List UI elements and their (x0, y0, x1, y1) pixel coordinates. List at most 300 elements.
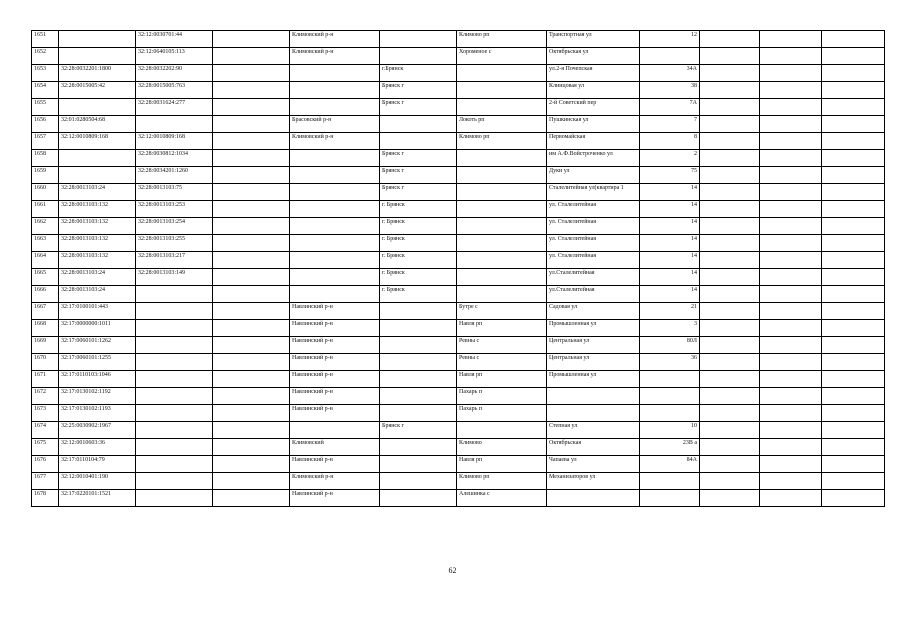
district-cell (290, 184, 380, 201)
empty-cell (700, 354, 760, 371)
table-row (32, 320, 885, 337)
empty-cell (213, 65, 290, 82)
settlement-cell: Хороменое с (457, 48, 547, 65)
street-cell: Транспортная ул (547, 31, 640, 48)
settlement-cell: Навля рп (457, 320, 547, 337)
empty-cell (700, 65, 760, 82)
empty-cell (760, 405, 822, 422)
empty-cell (700, 303, 760, 320)
empty-cell (822, 320, 885, 337)
empty-cell (213, 31, 290, 48)
empty-cell (700, 48, 760, 65)
house-number-cell: 14 (640, 252, 700, 269)
cadastral-number-2-cell: 32:28:0013103:253 (136, 201, 213, 218)
row-number-cell: 1668 (32, 320, 59, 337)
street-cell: ул.2-я Почепская (547, 65, 640, 82)
empty-cell (822, 286, 885, 303)
city-cell: г. Брянск (380, 218, 457, 235)
district-cell (290, 82, 380, 99)
house-number-cell: 7 (640, 116, 700, 133)
cadastral-number-2-cell: 32:28:0013103:254 (136, 218, 213, 235)
city-cell (380, 456, 457, 473)
city-cell (380, 405, 457, 422)
city-cell: г. Брянск (380, 252, 457, 269)
district-cell: Климовский р-н (290, 48, 380, 65)
settlement-cell (457, 184, 547, 201)
cadastral-number-cell: 32:12:0010603:36 (59, 439, 136, 456)
cadastral-number-cell (59, 150, 136, 167)
empty-cell (822, 422, 885, 439)
house-number-cell: 14 (640, 201, 700, 218)
empty-cell (760, 252, 822, 269)
district-cell (290, 286, 380, 303)
settlement-cell (457, 201, 547, 218)
district-cell: Навлинский р-н (290, 337, 380, 354)
cadastral-number-2-cell (136, 422, 213, 439)
cadastral-number-2-cell (136, 439, 213, 456)
empty-cell (213, 286, 290, 303)
cadastral-number-cell: 32:17:0220101:1521 (59, 490, 136, 507)
empty-cell (700, 218, 760, 235)
settlement-cell: Климово рп (457, 473, 547, 490)
house-number-cell (640, 473, 700, 490)
district-cell (290, 150, 380, 167)
table-row (32, 439, 885, 456)
cadastral-number-cell (59, 167, 136, 184)
cadastral-number-2-cell (136, 490, 213, 507)
empty-cell (822, 371, 885, 388)
row-number-cell: 1671 (32, 371, 59, 388)
empty-cell (822, 439, 885, 456)
city-cell: г. Брянск (380, 286, 457, 303)
empty-cell (213, 99, 290, 116)
table-row (32, 99, 885, 116)
empty-cell (700, 150, 760, 167)
empty-cell (822, 490, 885, 507)
row-number-cell: 1662 (32, 218, 59, 235)
city-cell: г.Брянск (380, 65, 457, 82)
cadastral-number-2-cell (136, 405, 213, 422)
empty-cell (760, 456, 822, 473)
district-cell (290, 65, 380, 82)
row-number-cell: 1678 (32, 490, 59, 507)
cadastral-number-cell: 32:28:0013103:24 (59, 269, 136, 286)
row-number-cell: 1657 (32, 133, 59, 150)
row-number-cell: 1673 (32, 405, 59, 422)
settlement-cell (457, 99, 547, 116)
district-cell: Навлинский р-н (290, 490, 380, 507)
cadastral-number-cell: 32:17:0130102:1193 (59, 405, 136, 422)
empty-cell (760, 286, 822, 303)
empty-cell (700, 116, 760, 133)
registry-table (31, 30, 885, 507)
district-cell: Навлинский р-н (290, 388, 380, 405)
empty-cell (700, 405, 760, 422)
empty-cell (822, 184, 885, 201)
settlement-cell: Бутре с (457, 303, 547, 320)
empty-cell (700, 456, 760, 473)
street-cell: Сталелитейная ул(квартира 1 (547, 184, 640, 201)
cadastral-number-2-cell: 32:28:0032202:90 (136, 65, 213, 82)
empty-cell (760, 439, 822, 456)
cadastral-number-2-cell (136, 286, 213, 303)
empty-cell (700, 388, 760, 405)
street-cell: Чапаева ул (547, 456, 640, 473)
district-cell: Климовский р-н (290, 31, 380, 48)
house-number-cell: 2 (640, 150, 700, 167)
empty-cell (700, 473, 760, 490)
empty-cell (822, 218, 885, 235)
table-row (32, 456, 885, 473)
empty-cell (213, 303, 290, 320)
empty-cell (700, 99, 760, 116)
cadastral-number-cell: 32:17:0000000:1011 (59, 320, 136, 337)
settlement-cell: Пахарь п (457, 388, 547, 405)
house-number-cell: 7А (640, 99, 700, 116)
cadastral-number-cell: 32:12:0010401:190 (59, 473, 136, 490)
empty-cell (213, 371, 290, 388)
district-cell (290, 167, 380, 184)
empty-cell (213, 405, 290, 422)
empty-cell (700, 184, 760, 201)
empty-cell (213, 167, 290, 184)
house-number-cell: 14 (640, 235, 700, 252)
table-row (32, 473, 885, 490)
table-row (32, 65, 885, 82)
street-cell: Степная ул (547, 422, 640, 439)
row-number-cell: 1656 (32, 116, 59, 133)
street-cell (547, 490, 640, 507)
house-number-cell: 10 (640, 422, 700, 439)
street-cell: Пушкинская ул (547, 116, 640, 133)
row-number-cell: 1665 (32, 269, 59, 286)
cadastral-number-2-cell: 32:12:0030701:44 (136, 31, 213, 48)
city-cell: Брянск г (380, 99, 457, 116)
empty-cell (213, 150, 290, 167)
district-cell: Климовский (290, 439, 380, 456)
district-cell (290, 422, 380, 439)
row-number-cell: 1667 (32, 303, 59, 320)
empty-cell (213, 218, 290, 235)
cadastral-number-cell: 32:28:0013103:24 (59, 184, 136, 201)
street-cell: Дуки ул (547, 167, 640, 184)
empty-cell (760, 99, 822, 116)
page-number: 62 (448, 566, 457, 575)
empty-cell (213, 201, 290, 218)
district-cell: Навлинский р-н (290, 456, 380, 473)
empty-cell (822, 167, 885, 184)
street-cell: ул.Сталелитейная (547, 286, 640, 303)
city-cell (380, 48, 457, 65)
settlement-cell: Ревны с (457, 337, 547, 354)
house-number-cell (640, 371, 700, 388)
empty-cell (700, 82, 760, 99)
empty-cell (822, 337, 885, 354)
empty-cell (700, 490, 760, 507)
empty-cell (760, 31, 822, 48)
settlement-cell (457, 150, 547, 167)
row-number-cell: 1659 (32, 167, 59, 184)
cadastral-number-cell: 32:28:0032201:1800 (59, 65, 136, 82)
cadastral-number-2-cell: 32:28:0013103:217 (136, 252, 213, 269)
district-cell (290, 269, 380, 286)
cadastral-number-2-cell: 32:28:0013103:255 (136, 235, 213, 252)
empty-cell (213, 184, 290, 201)
empty-cell (760, 303, 822, 320)
empty-cell (822, 235, 885, 252)
street-cell: Октябрьская (547, 439, 640, 456)
empty-cell (700, 133, 760, 150)
empty-cell (760, 490, 822, 507)
cadastral-number-2-cell (136, 456, 213, 473)
empty-cell (760, 422, 822, 439)
cadastral-number-2-cell: 32:28:0031624:277 (136, 99, 213, 116)
street-cell: ул. Сталелитейная (547, 235, 640, 252)
settlement-cell (457, 252, 547, 269)
district-cell: Навлинский р-н (290, 371, 380, 388)
empty-cell (213, 456, 290, 473)
cadastral-number-cell: 32:28:0015005:42 (59, 82, 136, 99)
settlement-cell (457, 65, 547, 82)
house-number-cell: 14 (640, 218, 700, 235)
cadastral-number-2-cell: 32:28:0015005:763 (136, 82, 213, 99)
cadastral-number-2-cell (136, 371, 213, 388)
city-cell (380, 473, 457, 490)
settlement-cell: Навля рп (457, 371, 547, 388)
row-number-cell: 1674 (32, 422, 59, 439)
settlement-cell (457, 82, 547, 99)
cadastral-number-cell: 32:25:0030902:1967 (59, 422, 136, 439)
cadastral-number-2-cell (136, 303, 213, 320)
street-cell: Центральная ул (547, 354, 640, 371)
city-cell: Брянск г (380, 184, 457, 201)
settlement-cell (457, 286, 547, 303)
empty-cell (700, 201, 760, 218)
empty-cell (213, 235, 290, 252)
row-number-cell: 1651 (32, 31, 59, 48)
district-cell: Навлинский р-н (290, 354, 380, 371)
table-row (32, 286, 885, 303)
empty-cell (822, 31, 885, 48)
empty-cell (700, 269, 760, 286)
city-cell (380, 337, 457, 354)
cadastral-number-2-cell (136, 320, 213, 337)
street-cell: Садовая ул (547, 303, 640, 320)
empty-cell (213, 439, 290, 456)
settlement-cell: Локоть рп (457, 116, 547, 133)
row-number-cell: 1653 (32, 65, 59, 82)
district-cell: Брасовский р-н (290, 116, 380, 133)
empty-cell (760, 269, 822, 286)
table-row (32, 303, 885, 320)
empty-cell (213, 48, 290, 65)
cadastral-number-cell: 32:17:0060101:1255 (59, 354, 136, 371)
cadastral-number-cell: 32:01:0280504:68 (59, 116, 136, 133)
cadastral-number-cell: 32:17:0060101:1262 (59, 337, 136, 354)
row-number-cell: 1670 (32, 354, 59, 371)
settlement-cell (457, 422, 547, 439)
empty-cell (213, 133, 290, 150)
settlement-cell: Климово (457, 439, 547, 456)
settlement-cell: Пахарь п (457, 405, 547, 422)
house-number-cell: 75 (640, 167, 700, 184)
city-cell (380, 371, 457, 388)
empty-cell (700, 167, 760, 184)
city-cell (380, 31, 457, 48)
cadastral-number-2-cell: 32:28:0013103:149 (136, 269, 213, 286)
empty-cell (822, 405, 885, 422)
empty-cell (822, 388, 885, 405)
street-cell: 2-й Советский пер (547, 99, 640, 116)
settlement-cell: Климово рп (457, 133, 547, 150)
cadastral-number-cell: 32:28:0013103:132 (59, 252, 136, 269)
cadastral-number-cell: 32:17:0110103:1046 (59, 371, 136, 388)
row-number-cell: 1669 (32, 337, 59, 354)
city-cell: г. Брянск (380, 235, 457, 252)
empty-cell (760, 388, 822, 405)
settlement-cell: Навля рп (457, 456, 547, 473)
empty-cell (213, 82, 290, 99)
cadastral-number-cell: 32:28:0013103:132 (59, 218, 136, 235)
empty-cell (822, 303, 885, 320)
table-row (32, 235, 885, 252)
empty-cell (760, 218, 822, 235)
house-number-cell: 14 (640, 286, 700, 303)
empty-cell (760, 337, 822, 354)
row-number-cell: 1660 (32, 184, 59, 201)
empty-cell (760, 201, 822, 218)
city-cell: Брянск г (380, 167, 457, 184)
empty-cell (760, 150, 822, 167)
row-number-cell: 1672 (32, 388, 59, 405)
row-number-cell: 1664 (32, 252, 59, 269)
city-cell: г. Брянск (380, 269, 457, 286)
cadastral-number-cell: 32:12:0010809:168 (59, 133, 136, 150)
city-cell (380, 490, 457, 507)
city-cell (380, 388, 457, 405)
empty-cell (822, 116, 885, 133)
empty-cell (760, 473, 822, 490)
cadastral-number-2-cell (136, 337, 213, 354)
street-cell: ул. Сталелитейная (547, 252, 640, 269)
district-cell: Климовский р-н (290, 473, 380, 490)
table-row (32, 218, 885, 235)
empty-cell (213, 337, 290, 354)
district-cell (290, 252, 380, 269)
empty-cell (213, 490, 290, 507)
empty-cell (700, 371, 760, 388)
settlement-cell: Ревны с (457, 354, 547, 371)
table-row (32, 269, 885, 286)
empty-cell (760, 320, 822, 337)
district-cell: Навлинский р-н (290, 303, 380, 320)
table-row (32, 252, 885, 269)
settlement-cell: Алешинка с (457, 490, 547, 507)
empty-cell (822, 99, 885, 116)
district-cell (290, 218, 380, 235)
cadastral-number-2-cell (136, 354, 213, 371)
cadastral-number-cell: 32:28:0013103:132 (59, 235, 136, 252)
table-body (32, 31, 885, 507)
cadastral-number-cell: 32:28:0013103:132 (59, 201, 136, 218)
house-number-cell (640, 405, 700, 422)
table-row (32, 201, 885, 218)
table-row (32, 48, 885, 65)
house-number-cell (640, 388, 700, 405)
house-number-cell: 34А (640, 65, 700, 82)
street-cell: им А.Ф.Войстроченко ул (547, 150, 640, 167)
empty-cell (760, 48, 822, 65)
empty-cell (760, 184, 822, 201)
empty-cell (822, 150, 885, 167)
empty-cell (213, 473, 290, 490)
empty-cell (822, 82, 885, 99)
empty-cell (822, 473, 885, 490)
city-cell: Брянск г (380, 82, 457, 99)
house-number-cell: 21 (640, 303, 700, 320)
table-row (32, 422, 885, 439)
empty-cell (700, 286, 760, 303)
table-row (32, 82, 885, 99)
cadastral-number-2-cell: 32:28:0030812:1034 (136, 150, 213, 167)
empty-cell (822, 354, 885, 371)
house-number-cell: 36 (640, 354, 700, 371)
settlement-cell (457, 235, 547, 252)
cadastral-number-cell: 32:28:0013103:24 (59, 286, 136, 303)
house-number-cell: 12 (640, 31, 700, 48)
city-cell (380, 439, 457, 456)
empty-cell (760, 354, 822, 371)
street-cell (547, 405, 640, 422)
house-number-cell: 8 (640, 133, 700, 150)
empty-cell (700, 439, 760, 456)
district-cell (290, 99, 380, 116)
settlement-cell (457, 218, 547, 235)
street-cell: ул. Сталелитейная (547, 201, 640, 218)
empty-cell (213, 354, 290, 371)
table-row (32, 405, 885, 422)
house-number-cell (640, 48, 700, 65)
empty-cell (700, 422, 760, 439)
table-row (32, 31, 885, 48)
city-cell: Брянск г (380, 422, 457, 439)
table-row (32, 133, 885, 150)
district-cell (290, 201, 380, 218)
cadastral-number-2-cell (136, 116, 213, 133)
house-number-cell: 14 (640, 269, 700, 286)
row-number-cell: 1666 (32, 286, 59, 303)
table-row (32, 388, 885, 405)
house-number-cell: 14 (640, 184, 700, 201)
district-cell: Климовский р-н (290, 133, 380, 150)
empty-cell (822, 65, 885, 82)
cadastral-number-cell (59, 31, 136, 48)
table-row (32, 490, 885, 507)
row-number-cell: 1652 (32, 48, 59, 65)
cadastral-number-2-cell: 32:28:0013103:75 (136, 184, 213, 201)
empty-cell (822, 252, 885, 269)
row-number-cell: 1675 (32, 439, 59, 456)
city-cell: Брянск г (380, 150, 457, 167)
street-cell: ул. Сталелитейная (547, 218, 640, 235)
city-cell (380, 303, 457, 320)
street-cell: Промышленная ул (547, 371, 640, 388)
table-row (32, 184, 885, 201)
house-number-cell: 80Л (640, 337, 700, 354)
empty-cell (760, 371, 822, 388)
cadastral-number-cell (59, 99, 136, 116)
empty-cell (700, 235, 760, 252)
